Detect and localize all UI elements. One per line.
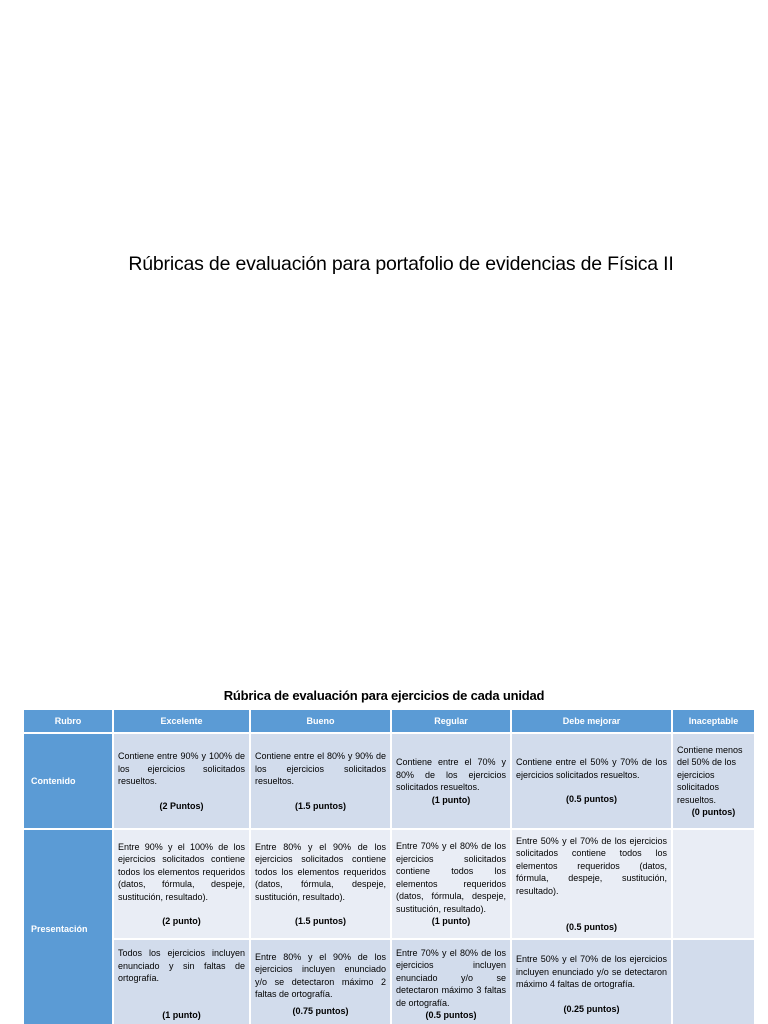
cell-points: (2 punto) bbox=[162, 916, 201, 926]
cell-points: (1 punto) bbox=[162, 1009, 201, 1020]
rubro-cell: Contenido bbox=[23, 733, 113, 829]
table-row bbox=[23, 939, 755, 1024]
table-cell bbox=[250, 733, 391, 829]
cell-text: Entre 80% y el 90% de los ejercicios solicitados contiene todos los elementos requeridos (datos, fórmula, despeje, sustitución, resultado). bbox=[255, 841, 386, 902]
cell-text: Contiene entre el 70% y 80% de los ejercicios solicitados resueltos. bbox=[396, 757, 506, 792]
rubro-cell: Presentación bbox=[23, 829, 113, 1024]
cell-text: Entre 70% y el 80% de los ejercicios solicitados contiene todos los elementos requeridos (datos, fórmula, despeje, sustitución, resultado). bbox=[396, 841, 506, 914]
cell-text: Entre 50% y el 70% de los ejercicios solicitados contiene todos los elementos requeridos (datos, fórmula, despeje, sustitución, resultado). bbox=[516, 835, 667, 896]
table-row bbox=[23, 829, 755, 939]
header-excelente: Excelente bbox=[113, 709, 250, 733]
header-regular: Regular bbox=[391, 709, 511, 733]
page-title: Rúbricas de evaluación para portafolio de evidencias de Física II bbox=[128, 253, 674, 275]
cell-points: (0.5 puntos) bbox=[566, 922, 617, 932]
table-cell bbox=[391, 829, 511, 939]
header-rubro: Rubro bbox=[23, 709, 113, 733]
table-cell-empty bbox=[672, 939, 755, 1024]
header-debe-mejorar: Debe mejorar bbox=[511, 709, 672, 733]
table-cell bbox=[113, 829, 250, 939]
cell-text: Contiene entre el 50% y 70% de los ejercicios solicitados resueltos. bbox=[516, 757, 667, 780]
cell-points: (1 punto) bbox=[431, 916, 471, 927]
cell-points: (1 punto) bbox=[431, 794, 471, 805]
table-cell-empty bbox=[672, 829, 755, 939]
cell-text: Contiene entre 90% y 100% de los ejercicios solicitados resueltos. bbox=[118, 751, 245, 786]
table-cell bbox=[511, 829, 672, 939]
cell-text: Entre 80% y el 90% de los ejercicios incluyen enunciado y/o se detectaron máximo 2 faltas de ortografía. bbox=[255, 951, 386, 1000]
header-bueno: Bueno bbox=[250, 709, 391, 733]
table-cell bbox=[113, 733, 250, 829]
table-cell bbox=[511, 939, 672, 1024]
cell-points: (1.5 puntos) bbox=[295, 800, 346, 811]
table-cell bbox=[672, 733, 755, 829]
cell-text: Contiene menos del 50% de los ejercicios solicitados resueltos. bbox=[677, 744, 743, 805]
rubric-table bbox=[22, 708, 756, 1024]
table-cell bbox=[250, 829, 391, 939]
cell-text: Entre 50% y el 70% de los ejercicios incluyen enunciado y/o se detectaron máximo 4 faltas de ortografía. bbox=[516, 954, 667, 989]
table-row bbox=[23, 733, 755, 829]
table-title: Rúbrica de evaluación para ejercicios de cada unidad bbox=[223, 688, 545, 703]
cell-points: (0 puntos) bbox=[691, 807, 736, 817]
cell-points: (0.5 puntos) bbox=[566, 794, 617, 805]
cell-text: Entre 70% y el 80% de los ejercicios incluyen enunciado y/o se detectaron máximo 3 faltas de ortografía. bbox=[396, 947, 506, 1008]
cell-points: (0.75 puntos) bbox=[292, 1005, 349, 1016]
table-cell bbox=[391, 733, 511, 829]
cell-text: Todos los ejercicios incluyen enunciado y sin faltas de ortografía. bbox=[118, 948, 245, 983]
cell-points: (0.5 puntos) bbox=[425, 1010, 477, 1020]
cell-text: Entre 90% y el 100% de los ejercicios solicitados contiene todos los elementos requeridos (datos, fórmula, despeje, sustitución, resultado). bbox=[118, 841, 245, 902]
cell-points: (0.25 puntos) bbox=[563, 1003, 620, 1014]
table-cell bbox=[113, 939, 250, 1024]
cell-text: Contiene entre el 80% y 90% de los ejercicios solicitados resueltos. bbox=[255, 751, 386, 786]
table-cell bbox=[391, 939, 511, 1024]
table-cell bbox=[250, 939, 391, 1024]
header-inaceptable: Inaceptable bbox=[672, 709, 755, 733]
cell-points: (2 Puntos) bbox=[159, 800, 204, 811]
table-header-row bbox=[23, 709, 755, 733]
cell-points: (1.5 puntos) bbox=[295, 916, 346, 926]
table-cell bbox=[511, 733, 672, 829]
